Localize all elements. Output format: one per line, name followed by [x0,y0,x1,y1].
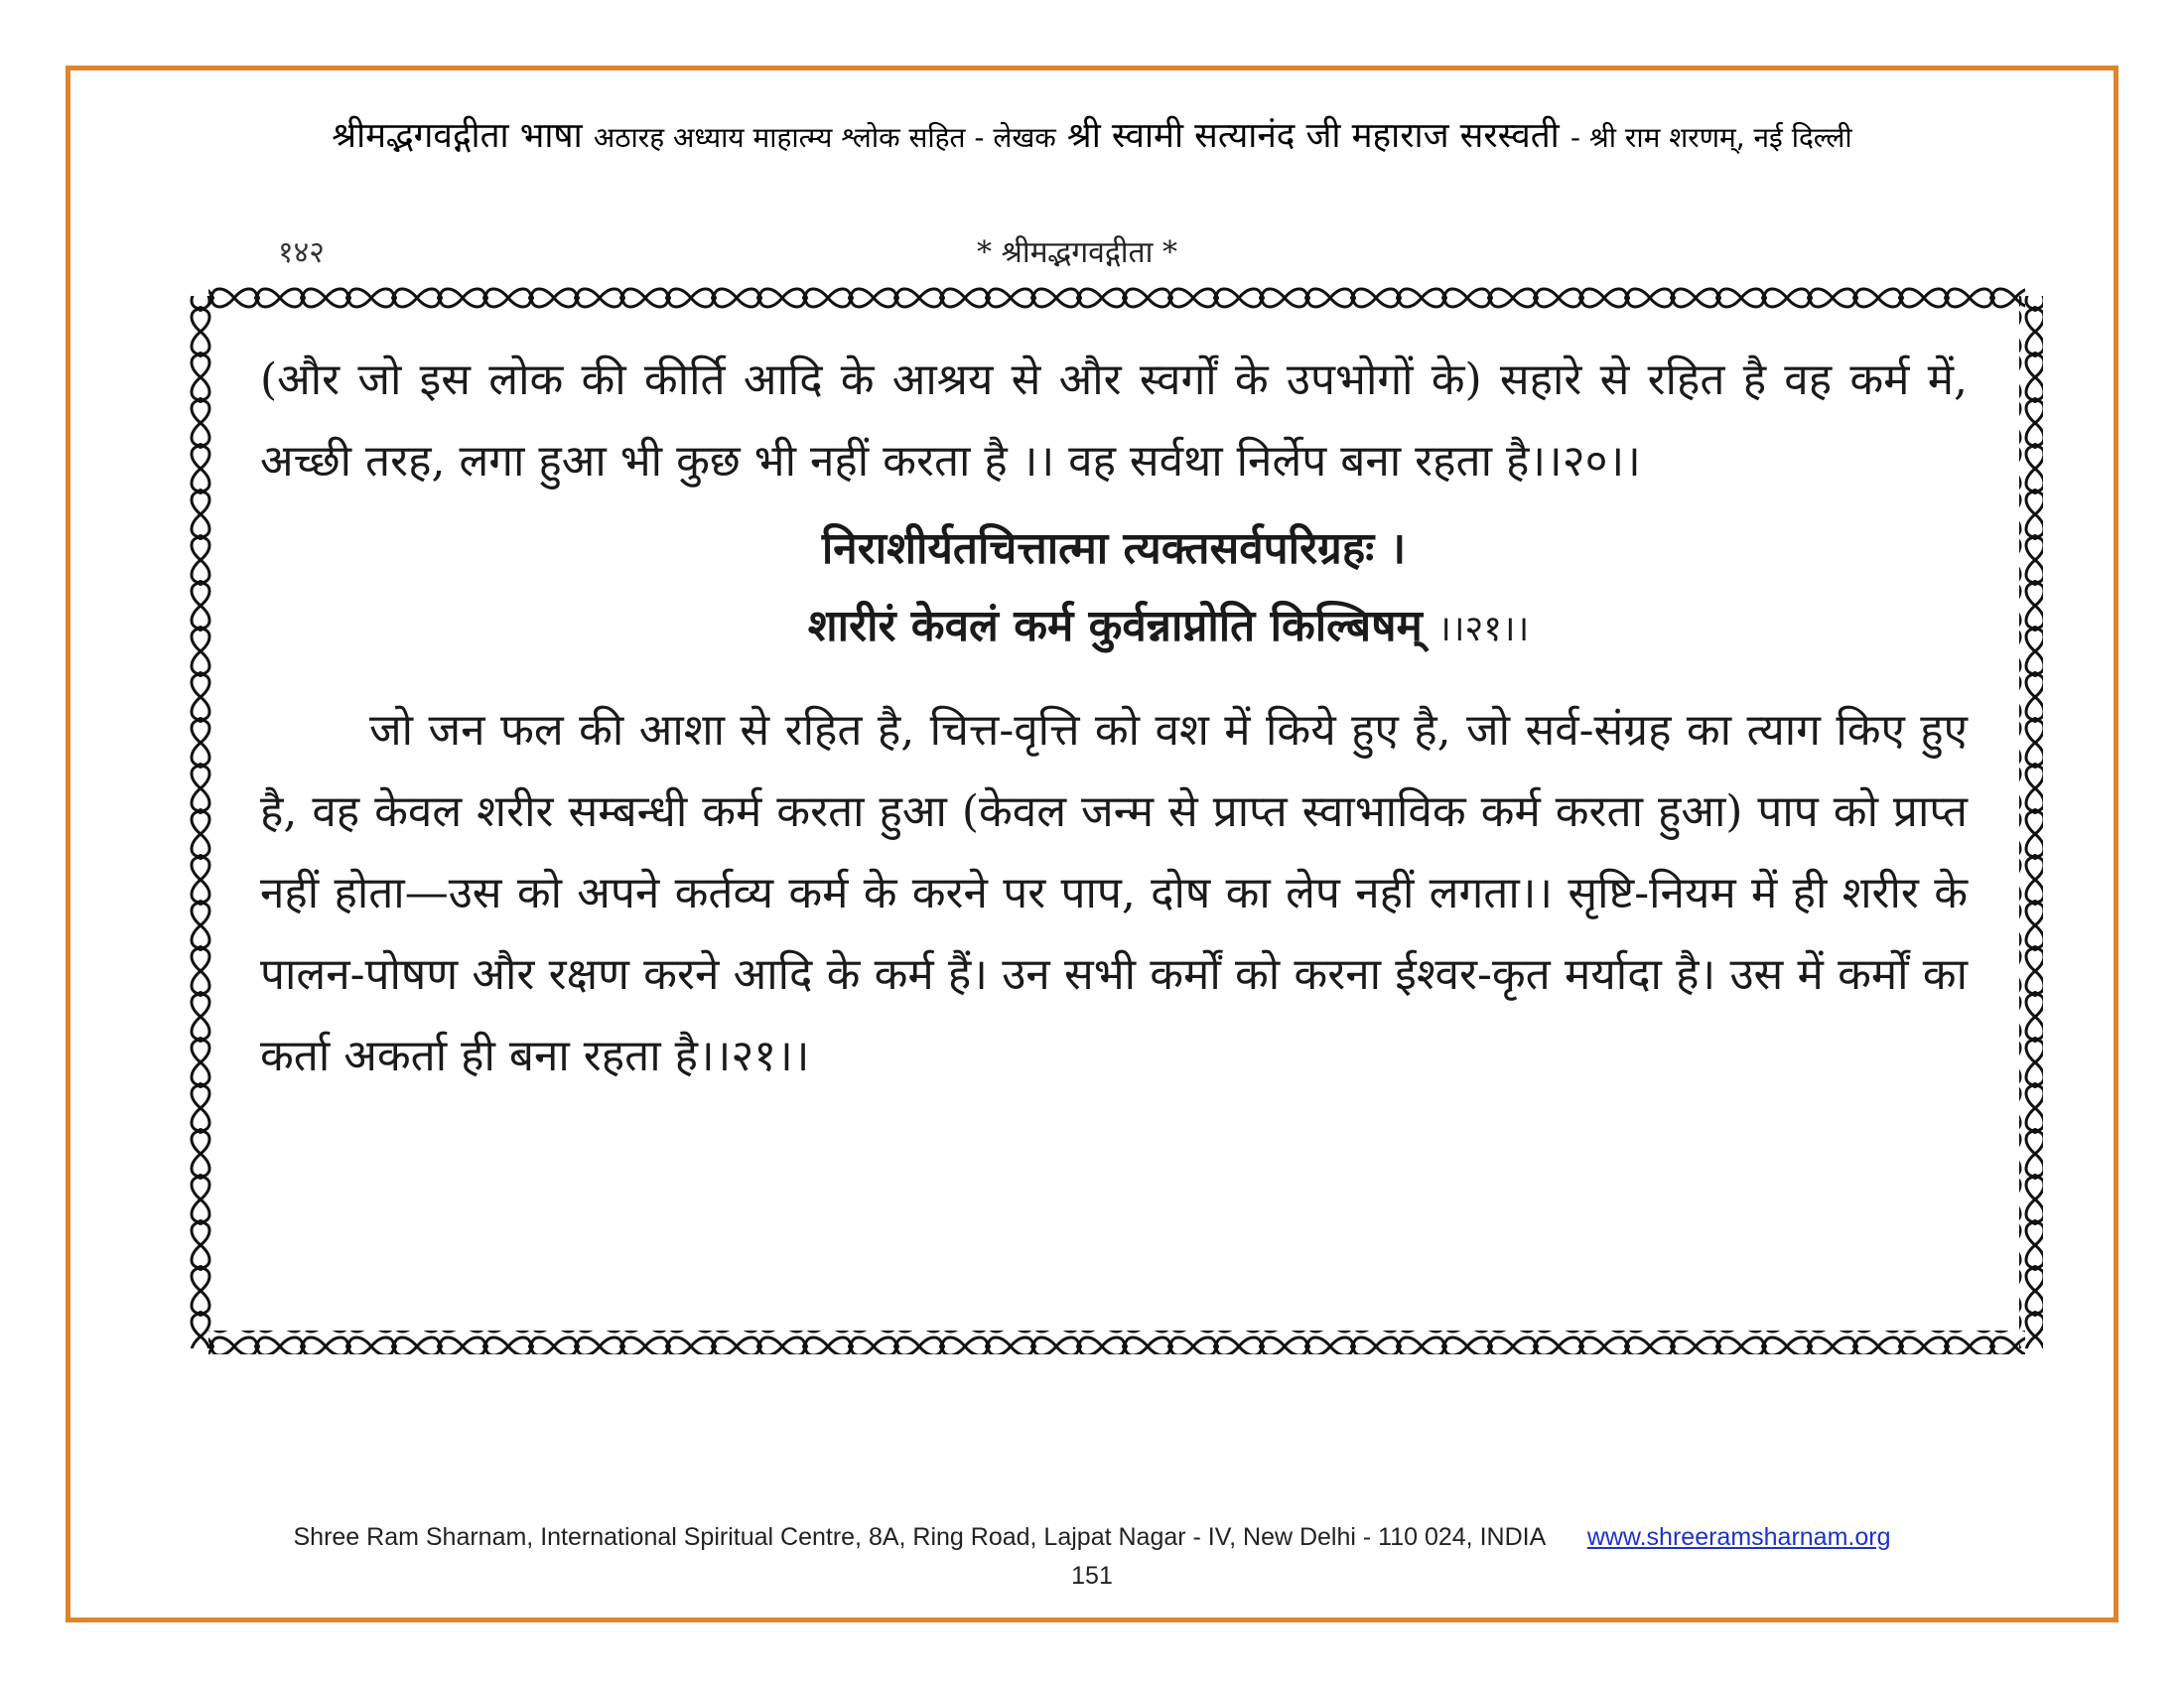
verse-line-1: निराशीर्यतचित्तात्मा त्यक्तसर्वपरिग्रहः । [821,523,1407,574]
header-subtitle: अठारह अध्याय माहात्म्य श्लोक सहित - लेखक [593,121,1056,154]
footer-website-link[interactable]: www.shreeramsharnam.org [1586,1523,1891,1551]
verse-line-2-wrap [260,588,1968,668]
scan-header [268,230,1886,278]
verse-line-2: शारीरं केवलं कर्म कुर्वन्नाप्नोति किल्बिषम् [807,601,1423,651]
scanned-text-body [260,340,1968,1293]
page-footer [99,1523,2085,1552]
scan-running-title: * श्रीमद्भगवद्गीता * [977,235,1177,270]
sanskrit-verse [260,510,1968,668]
footer-address: Shree Ram Sharnam, International Spiritual Centre, 8A, Ring Road, Lajpat Nagar - IV, New Delhi - 110 024, INDIA [293,1523,1545,1551]
page-number: 151 [1071,1562,1113,1590]
verse-number: ।।२१।। [1437,609,1530,649]
header-publisher: - श्री राम शरणम्, नई दिल्ली [1570,121,1852,154]
paragraph-commentary-20: (और जो इस लोक की कीर्ति आदि के आश्रय से और स्वर्गों के उपभोगों के) सहारे से रहित है वह कर्म में, अच्छी तरह, लगा हुआ भी कुछ भी नहीं करता है ।। वह सर्वथा निर्लेप बना रहता है।।२०।। [260,354,1968,487]
header-author: श्री स्वामी सत्यानंद जी महाराज सरस्वती [1066,116,1560,156]
page-header [99,111,2085,158]
header-title: श्रीमद्भगवद्गीता भाषा [332,116,583,156]
scan-page-number: १४२ [278,235,325,270]
paragraph-commentary-21: जो जन फल की आशा से रहित है, चित्त-वृत्ति को वश में किये हुए है, जो सर्व-संग्रह का त्याग किए हुए है, वह केवल शरीर सम्बन्धी कर्म करता हुआ (केवल जन्म से प्राप्त स्वाभाविक कर्म करता हुआ) पाप को प्राप्त नहीं होता—उस को अपने कर्तव्य कर्म के करने पर पाप, दोष का लेप नहीं लगता।। सृष्टि-नियम में ही शरीर के पालन-पोषण और रक्षण करने आदि के कर्म हैं। उन सभी कर्मों को करना ईश्वर-कृत मर्यादा है। उस में कर्मों का कर्ता अकर्ता ही बना रहता है।।२१।। [260,705,1968,1081]
